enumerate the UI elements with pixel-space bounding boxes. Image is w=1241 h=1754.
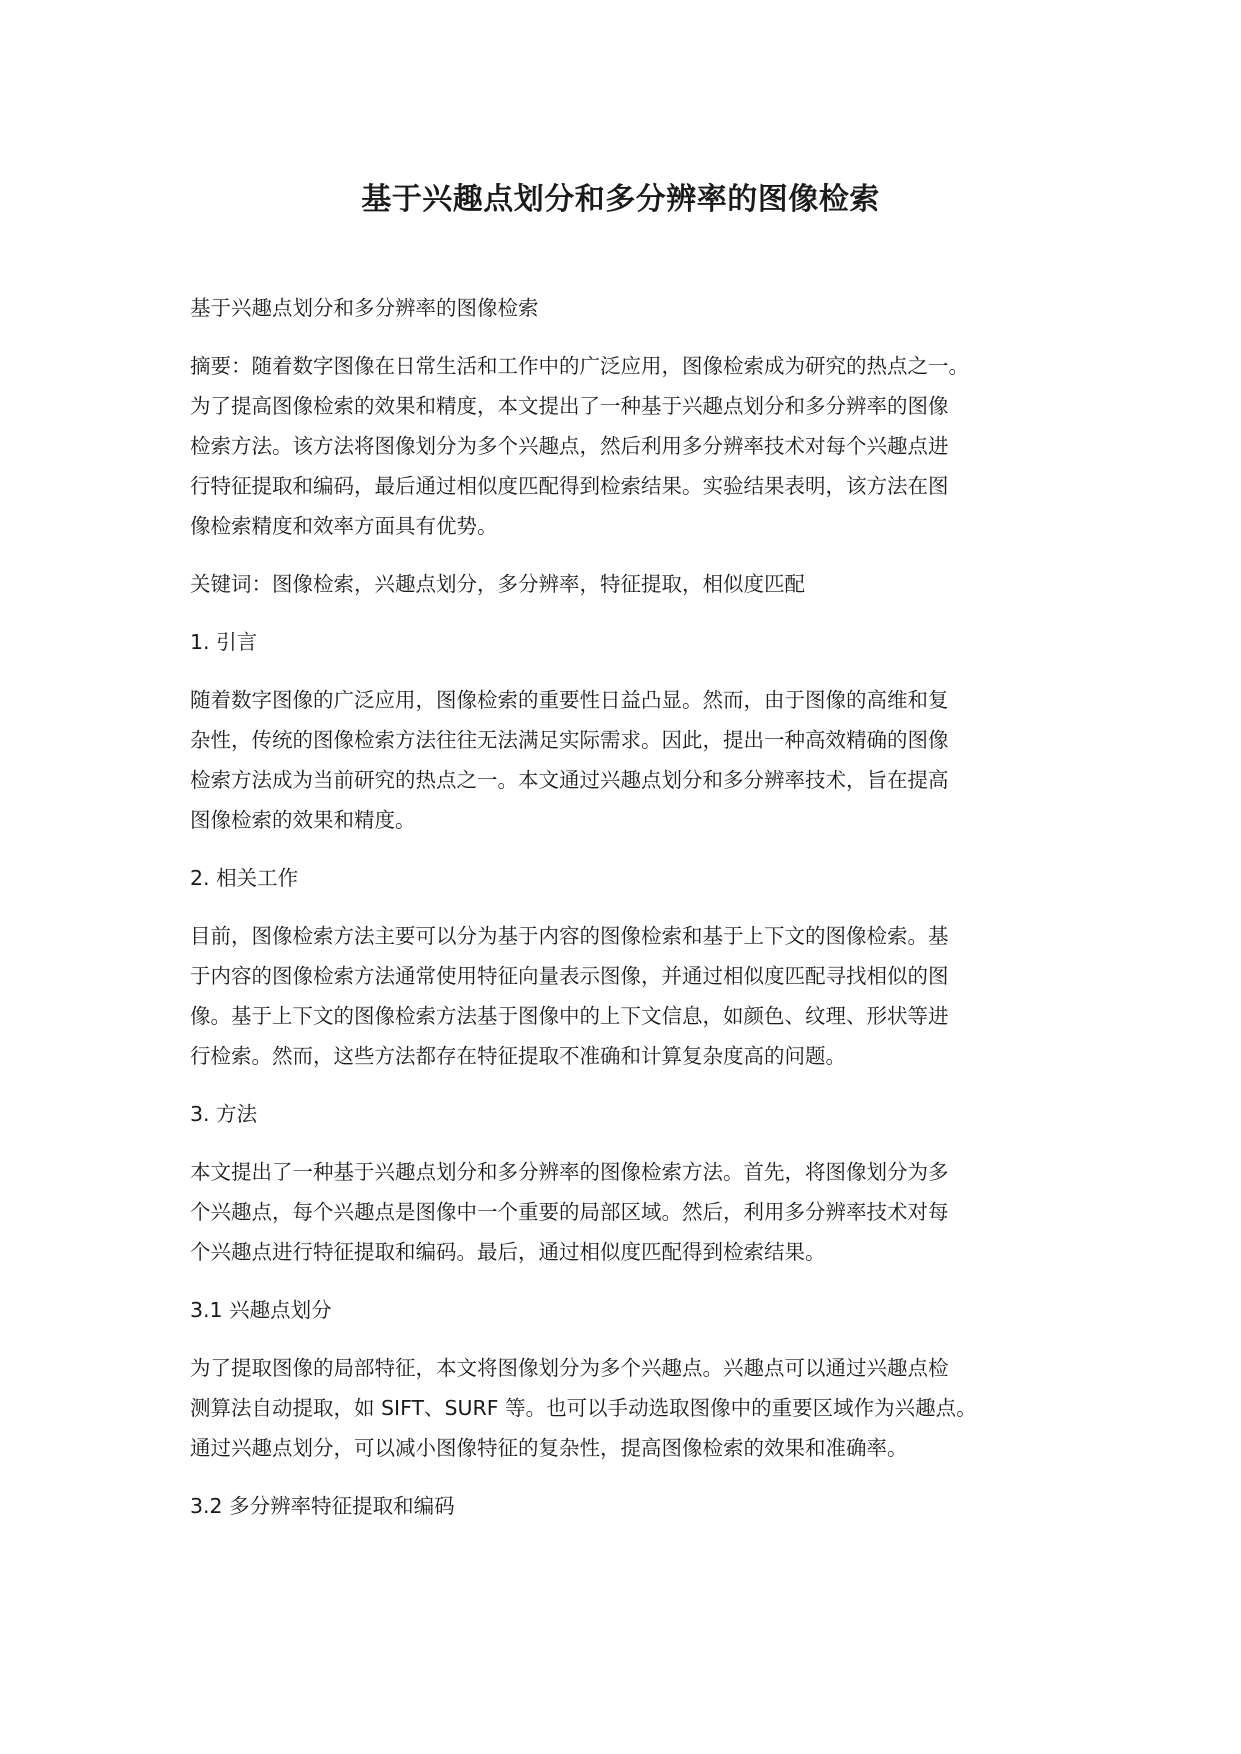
abstract-line: 摘要：随着数字图像在日常生活和工作中的广泛应用，图像检索成为研究的热点之一。 xyxy=(190,354,969,378)
section-heading-method: 3. 方法 xyxy=(190,1102,258,1126)
paragraph-line: 图像检索的效果和精度。 xyxy=(190,808,416,832)
paragraph-line: 杂性，传统的图像检索方法往往无法满足实际需求。因此，提出一种高效精确的图像 xyxy=(190,728,949,752)
paragraph-line: 通过兴趣点划分，可以减小图像特征的复杂性，提高图像检索的效果和准确率。 xyxy=(190,1436,908,1460)
section-heading-related-work: 2. 相关工作 xyxy=(190,866,299,890)
section-paragraph-introduction xyxy=(190,680,1090,840)
abstract-paragraph xyxy=(190,346,1090,546)
section-heading-multiresolution-feature: 3.2 多分辨率特征提取和编码 xyxy=(190,1494,455,1518)
paragraph-line: 像。基于上下文的图像检索方法基于图像中的上下文信息，如颜色、纹理、形状等进 xyxy=(190,1004,949,1028)
section-heading-interest-point-partition: 3.1 兴趣点划分 xyxy=(190,1298,332,1322)
document-subtitle: 基于兴趣点划分和多分辨率的图像检索 xyxy=(190,296,539,320)
paragraph-line: 为了提取图像的局部特征，本文将图像划分为多个兴趣点。兴趣点可以通过兴趣点检 xyxy=(190,1356,949,1380)
paragraph-line: 行检索。然而，这些方法都存在特征提取不准确和计算复杂度高的问题。 xyxy=(190,1044,846,1068)
abstract-line: 像检索精度和效率方面具有优势。 xyxy=(190,514,498,538)
paragraph-line: 个兴趣点进行特征提取和编码。最后，通过相似度匹配得到检索结果。 xyxy=(190,1240,826,1264)
document-title: 基于兴趣点划分和多分辨率的图像检索 xyxy=(361,182,880,217)
paragraph-line: 目前，图像检索方法主要可以分为基于内容的图像检索和基于上下文的图像检索。基 xyxy=(190,924,949,948)
section-paragraph-interest-point-partition xyxy=(190,1348,1090,1468)
abstract-line: 检索方法。该方法将图像划分为多个兴趣点，然后利用多分辨率技术对每个兴趣点进 xyxy=(190,434,949,458)
paragraph-line: 个兴趣点，每个兴趣点是图像中一个重要的局部区域。然后，利用多分辨率技术对每 xyxy=(190,1200,949,1224)
paragraph-line: 于内容的图像检索方法通常使用特征向量表示图像，并通过相似度匹配寻找相似的图 xyxy=(190,964,949,988)
abstract-line: 行特征提取和编码，最后通过相似度匹配得到检索结果。实验结果表明，该方法在图 xyxy=(190,474,949,498)
keywords-paragraph: 关键词：图像检索，兴趣点划分，多分辨率，特征提取，相似度匹配 xyxy=(190,572,805,596)
section-paragraph-method xyxy=(190,1152,1090,1272)
paragraph-line: 随着数字图像的广泛应用，图像检索的重要性日益凸显。然而，由于图像的高维和复 xyxy=(190,688,949,712)
paragraph-line: 测算法自动提取，如 SIFT、SURF 等。也可以手动选取图像中的重要区域作为兴趣点。 xyxy=(190,1396,977,1420)
paragraph-line: 检索方法成为当前研究的热点之一。本文通过兴趣点划分和多分辨率技术，旨在提高 xyxy=(190,768,949,792)
document-body xyxy=(190,288,1090,1544)
section-paragraph-related-work xyxy=(190,916,1090,1076)
paragraph-line: 本文提出了一种基于兴趣点划分和多分辨率的图像检索方法。首先，将图像划分为多 xyxy=(190,1160,949,1184)
abstract-line: 为了提高图像检索的效果和精度，本文提出了一种基于兴趣点划分和多分辨率的图像 xyxy=(190,394,949,418)
section-heading-introduction: 1. 引言 xyxy=(190,630,258,654)
